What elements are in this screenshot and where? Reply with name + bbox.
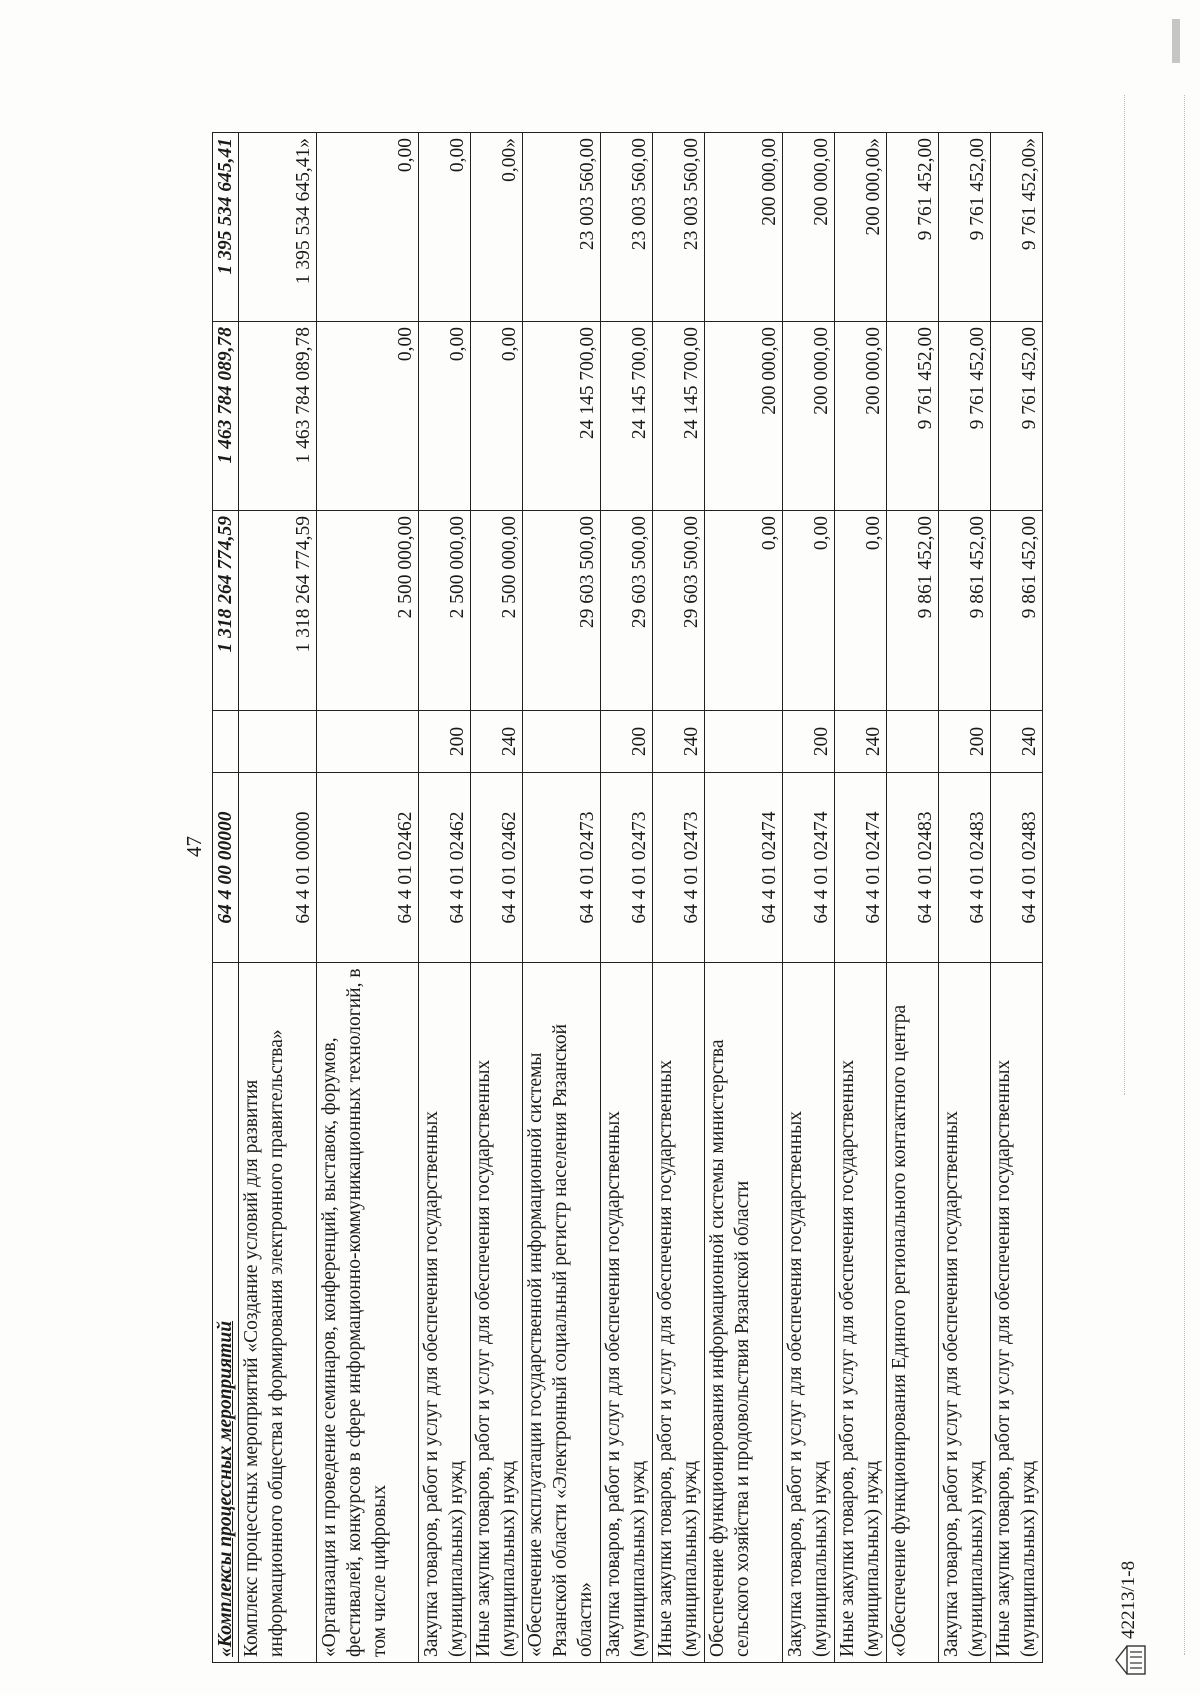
row-amount-year-3: 23 003 560,00 (523, 133, 601, 322)
row-name: Закупка товаров, работ и услуг для обеспечения государственных (муниципальных) нужд (419, 963, 471, 1663)
row-amount-year-3: 1 395 534 645,41» (239, 133, 317, 322)
row-target-code: 64 4 00 00000 (213, 773, 239, 963)
row-amount-year-3: 200 000,00» (835, 133, 887, 322)
row-amount-year-1: 29 603 500,00 (601, 511, 653, 711)
table-row (419, 133, 471, 1663)
budget-table (212, 132, 1043, 1663)
row-expense-type (887, 711, 939, 773)
row-name: «Обеспечение эксплуатации государственной информационной системы Рязанской области «Электронный социальный регистр населения Рязанской области» (523, 963, 601, 1663)
table-row (523, 133, 601, 1663)
row-target-code: 64 4 01 02473 (601, 773, 653, 963)
row-amount-year-2: 0,00 (317, 322, 419, 511)
row-amount-year-3: 9 761 452,00 (939, 133, 991, 322)
row-amount-year-1: 1 318 264 774,59 (213, 511, 239, 711)
table-row (601, 133, 653, 1663)
row-expense-type (213, 711, 239, 773)
row-target-code: 64 4 01 02473 (653, 773, 705, 963)
row-amount-year-1: 0,00 (705, 511, 783, 711)
row-amount-year-1: 1 318 264 774,59 (239, 511, 317, 711)
row-amount-year-2: 200 000,00 (705, 322, 783, 511)
row-amount-year-2: 9 761 452,00 (887, 322, 939, 511)
row-amount-year-3: 0,00 (317, 133, 419, 322)
row-expense-type (523, 711, 601, 773)
row-name: Иные закупки товаров, работ и услуг для обеспечения государственных (муниципальных) нужд (991, 963, 1043, 1663)
row-name: Иные закупки товаров, работ и услуг для обеспечения государственных (муниципальных) нужд (471, 963, 523, 1663)
row-amount-year-2: 24 145 700,00 (523, 322, 601, 511)
table-row (783, 133, 835, 1663)
row-amount-year-2: 200 000,00 (835, 322, 887, 511)
row-amount-year-1: 9 861 452,00 (939, 511, 991, 711)
row-amount-year-3: 9 761 452,00» (991, 133, 1043, 322)
row-name: Закупка товаров, работ и услуг для обеспечения государственных (муниципальных) нужд (601, 963, 653, 1663)
row-name: «Обеспечение функционирования Единого регионального контактного центра (887, 963, 939, 1663)
row-name: Комплекс процессных мероприятий «Создание условий для развития информационного общества и формирования электронного правительства» (239, 963, 317, 1663)
row-amount-year-2: 1 463 784 089,78 (213, 322, 239, 511)
row-name: Иные закупки товаров, работ и услуг для обеспечения государственных (муниципальных) нужд (653, 963, 705, 1663)
row-amount-year-3: 0,00 (419, 133, 471, 322)
row-amount-year-3: 0,00» (471, 133, 523, 322)
row-expense-type: 240 (835, 711, 887, 773)
row-expense-type: 200 (783, 711, 835, 773)
row-name: Закупка товаров, работ и услуг для обеспечения государственных (муниципальных) нужд (783, 963, 835, 1663)
row-amount-year-1: 2 500 000,00 (471, 511, 523, 711)
row-target-code: 64 4 01 00000 (239, 773, 317, 963)
row-target-code: 64 4 01 02474 (705, 773, 783, 963)
row-expense-type (239, 711, 317, 773)
row-target-code: 64 4 01 02462 (317, 773, 419, 963)
table-row (705, 133, 783, 1663)
row-expense-type: 200 (601, 711, 653, 773)
row-amount-year-1: 0,00 (835, 511, 887, 711)
scan-artifact-line (1184, 95, 1185, 1655)
row-amount-year-1: 29 603 500,00 (523, 511, 601, 711)
row-expense-type: 240 (653, 711, 705, 773)
row-target-code: 64 4 01 02462 (419, 773, 471, 963)
row-amount-year-2: 9 761 452,00 (991, 322, 1043, 511)
row-expense-type (317, 711, 419, 773)
row-amount-year-3: 23 003 560,00 (653, 133, 705, 322)
table-row (239, 133, 317, 1663)
document-code: 42213/1-8 (1118, 1560, 1139, 1639)
row-expense-type: 240 (991, 711, 1043, 773)
stamp-icon (1112, 1643, 1153, 1677)
row-amount-year-2: 9 761 452,00 (939, 322, 991, 511)
row-amount-year-3: 9 761 452,00 (887, 133, 939, 322)
row-amount-year-3: 200 000,00 (783, 133, 835, 322)
row-amount-year-2: 24 145 700,00 (653, 322, 705, 511)
table-row (317, 133, 419, 1663)
page-number: 47 (182, 836, 206, 857)
table-row (653, 133, 705, 1663)
scan-artifact-line (1124, 95, 1125, 1095)
row-amount-year-3: 1 395 534 645,41 (213, 133, 239, 322)
row-amount-year-1: 0,00 (783, 511, 835, 711)
table-row (887, 133, 939, 1663)
table-row (471, 133, 523, 1663)
row-amount-year-2: 0,00 (471, 322, 523, 511)
row-amount-year-2: 1 463 784 089,78 (239, 322, 317, 511)
row-expense-type: 200 (419, 711, 471, 773)
row-expense-type: 240 (471, 711, 523, 773)
row-target-code: 64 4 01 02483 (939, 773, 991, 963)
row-target-code: 64 4 01 02473 (523, 773, 601, 963)
row-amount-year-2: 0,00 (419, 322, 471, 511)
table-row (835, 133, 887, 1663)
scan-artifact-mark (1172, 19, 1180, 63)
row-target-code: 64 4 01 02462 (471, 773, 523, 963)
row-target-code: 64 4 01 02483 (991, 773, 1043, 963)
row-amount-year-2: 24 145 700,00 (601, 322, 653, 511)
row-name: «Организация и проведение семинаров, конференций, выставок, форумов, фестивалей, конкурсов в сфере информационно-коммуникационных технологий, в том числе цифровых (317, 963, 419, 1663)
row-amount-year-1: 9 861 452,00 (887, 511, 939, 711)
table-row (213, 133, 239, 1663)
row-amount-year-1: 29 603 500,00 (653, 511, 705, 711)
table-row (991, 133, 1043, 1663)
row-amount-year-1: 9 861 452,00 (991, 511, 1043, 711)
row-name: Обеспечение функционирования информационной системы министерства сельского хозяйства и продовольствия Рязанской области (705, 963, 783, 1663)
row-name: Иные закупки товаров, работ и услуг для обеспечения государственных (муниципальных) нужд (835, 963, 887, 1663)
row-amount-year-3: 200 000,00 (705, 133, 783, 322)
budget-table-body (213, 133, 1043, 1663)
table-row (939, 133, 991, 1663)
row-amount-year-3: 23 003 560,00 (601, 133, 653, 322)
row-target-code: 64 4 01 02474 (783, 773, 835, 963)
row-amount-year-2: 200 000,00 (783, 322, 835, 511)
row-amount-year-1: 2 500 000,00 (419, 511, 471, 711)
row-target-code: 64 4 01 02483 (887, 773, 939, 963)
row-target-code: 64 4 01 02474 (835, 773, 887, 963)
row-expense-type: 200 (939, 711, 991, 773)
row-name: Закупка товаров, работ и услуг для обеспечения государственных (муниципальных) нужд (939, 963, 991, 1663)
row-amount-year-1: 2 500 000,00 (317, 511, 419, 711)
row-name: «Комплексы процессных мероприятий (213, 963, 239, 1663)
row-expense-type (705, 711, 783, 773)
